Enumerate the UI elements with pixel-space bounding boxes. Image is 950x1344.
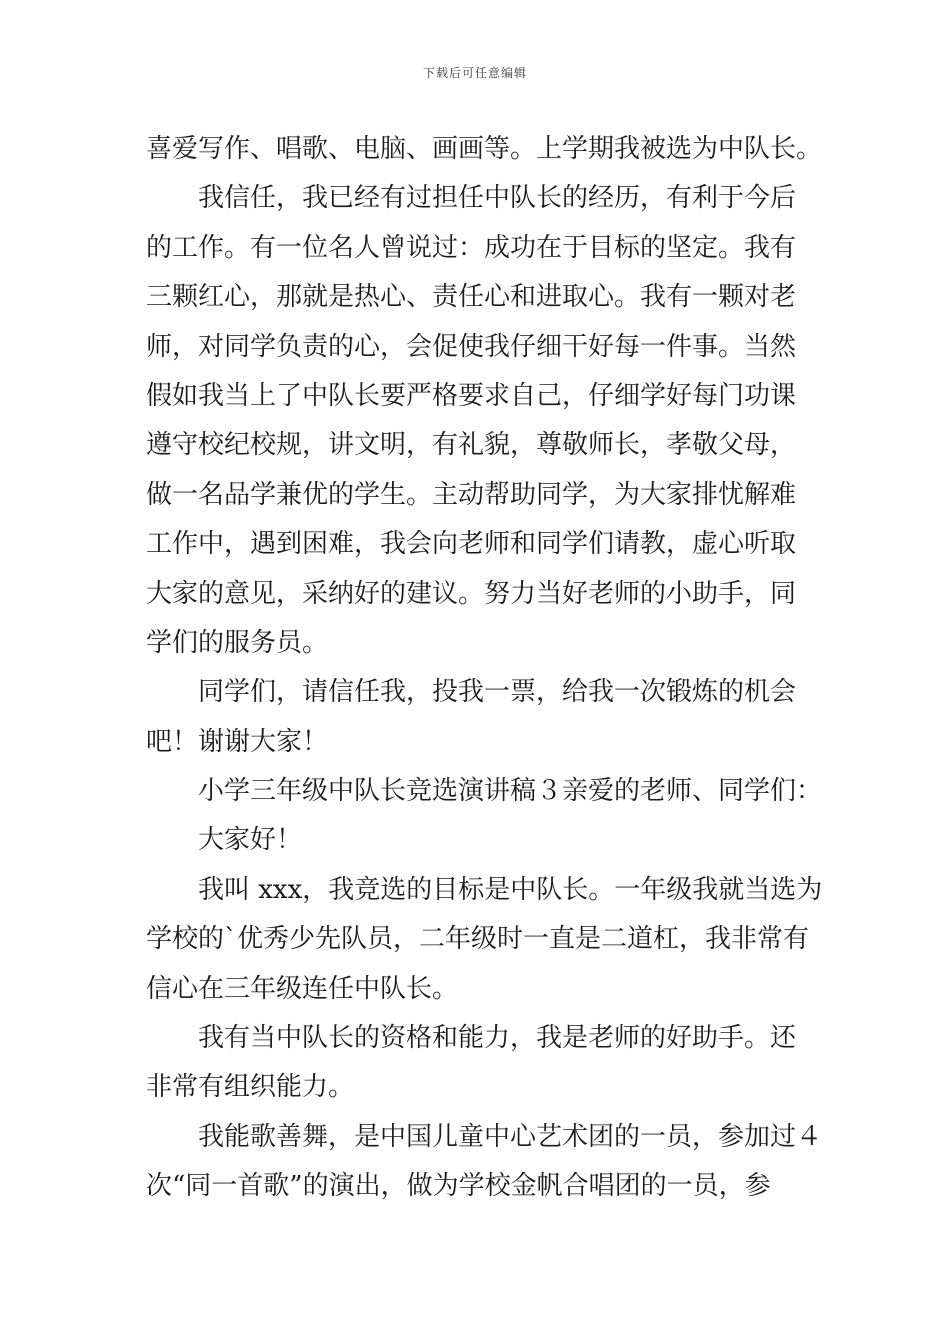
paragraph-line: 假如我当上了中队长要严格要求自己，仔细学好每门功课 <box>146 380 797 411</box>
document-body <box>146 125 823 1212</box>
paragraph-line: 吧！谢谢大家！ <box>146 726 329 757</box>
paragraph-line: 学们的服务员。 <box>146 627 329 658</box>
paragraph-line: 次“同一首歌”的演出，做为学校金帆合唱团的一员，参 <box>146 1171 771 1202</box>
paragraph-line: 信心在三年级连任中队长。 <box>146 973 459 1004</box>
paragraph-line: 非常有组织能力。 <box>146 1072 355 1103</box>
paragraph-line: 我有当中队长的资格和能力，我是老师的好助手。还 <box>198 1023 797 1054</box>
paragraph-line: 三颗红心，那就是热心、责任心和进取心。我有一颗对老 <box>146 282 797 313</box>
paragraph-line: 遵守校纪校规，讲文明，有礼貌，尊敬师长，孝敬父母， <box>146 430 797 461</box>
paragraph-line: 我叫 xxx，我竞选的目标是中队长。一年级我就当选为 <box>198 874 823 905</box>
paragraph-line: 的工作。有一位名人曾说过：成功在于目标的坚定。我有 <box>146 232 797 263</box>
paragraph-line: 同学们，请信任我，投我一票，给我一次锻炼的机会 <box>198 677 797 708</box>
paragraph-line: 做一名品学兼优的学生。主动帮助同学，为大家排忧解难 <box>146 479 797 510</box>
page-header: 下载后可任意编辑 <box>422 66 527 80</box>
paragraph-line: 喜爱写作、唱歌、电脑、画画等。上学期我被选为中队长。 <box>146 134 823 164</box>
paragraph-line: 学校的`优秀少先队员，二年级时一直是二道杠，我非常有 <box>146 924 810 955</box>
paragraph-line: 师，对同学负责的心，会促使我仔细干好每一件事。当然 <box>146 331 797 362</box>
paragraph-line: 工作中，遇到困难，我会向老师和同学们请教，虚心听取 <box>146 529 797 560</box>
section-heading: 小学三年级中队长竞选演讲稿３亲爱的老师、同学们： <box>198 776 823 807</box>
greeting-line: 大家好！ <box>198 825 303 856</box>
paragraph-line: 我能歌善舞，是中国儿童中心艺术团的一员，参加过４ <box>198 1121 823 1152</box>
paragraph-line: 大家的意见，采纳好的建议。努力当好老师的小助手，同 <box>146 578 797 609</box>
paragraph-line: 我信任，我已经有过担任中队长的经历，有利于今后 <box>198 183 797 214</box>
